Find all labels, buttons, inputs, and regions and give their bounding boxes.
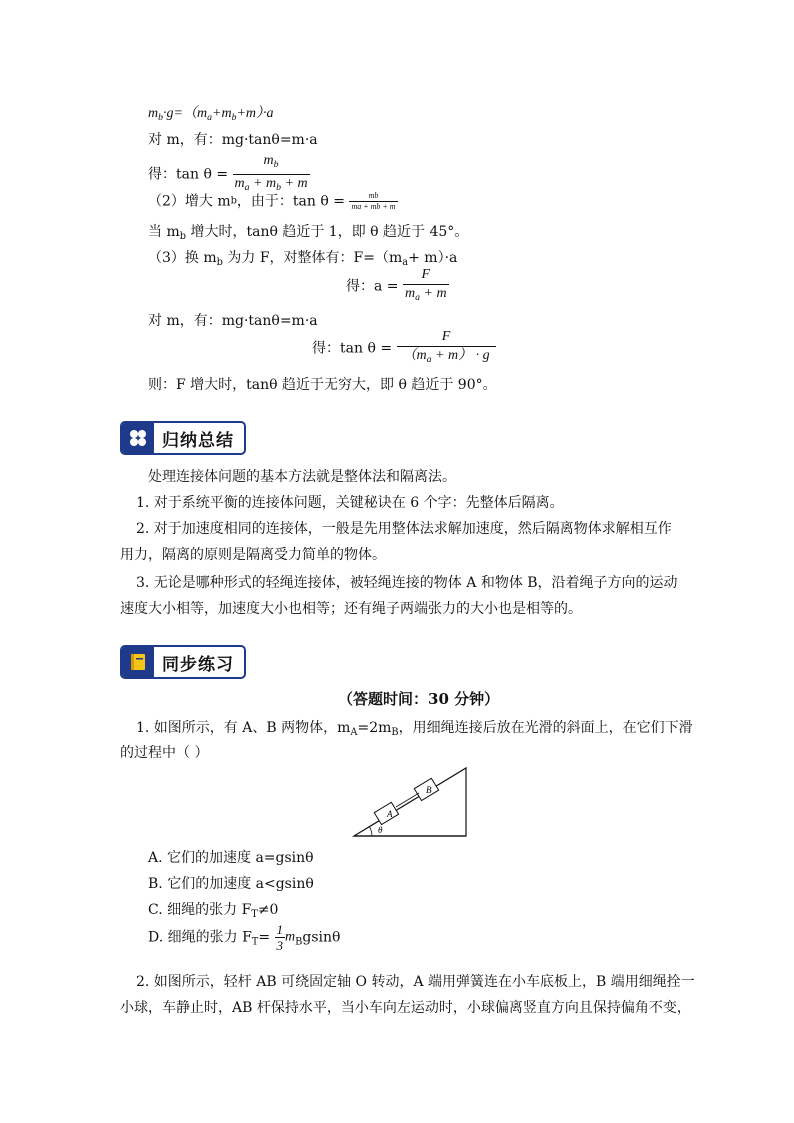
option-d[interactable]: D. 细绳的张力 $F_T=$ $\frac{1}{3}$ $m_Bgsin\theta$: [148, 922, 341, 953]
clover-icon: [122, 423, 154, 453]
label-theta: θ: [378, 825, 383, 835]
eq-m-force-2: 对 m，有：mg·tanθ=m·a: [148, 313, 318, 329]
rope-line: [396, 793, 419, 807]
option-a[interactable]: A. 它们的加速度 a=gsinθ: [148, 850, 314, 866]
practice-title: 同步练习: [162, 654, 234, 675]
angle-arc: [370, 827, 373, 836]
eq-acceleration: 得：a = $\frac{F}{m_a + m}$: [346, 267, 447, 303]
eq-tan-result-1: 得：tan θ = $\frac{m_b}{m_a + m_b + m}$: [148, 153, 308, 193]
question-1-line-1: 1. 如图所示，有 A、B 两物体，$m_A=2m_B$，用细绳连接后放在光滑的斜面上，在它们下滑: [136, 720, 693, 738]
option-b[interactable]: B. 它们的加速度 a<gsinθ: [148, 876, 314, 892]
eq-limit-90: 则：F 增大时，tanθ 趋近于无穷大，即 θ 趋近于 90°。: [148, 377, 497, 393]
eq-limit-45: 当 $m_b$ 增大时，tanθ 趋近于 1，即 θ 趋近于 45°。: [148, 224, 469, 242]
eq-whole-system: $m_b\cdot g=(m_a+m_b+m)\cdot a$: [148, 106, 274, 123]
question-1-line-2: 的过程中（ ）: [120, 745, 209, 761]
eq-m-force: 对 m，有：mg·tanθ=m·a: [148, 132, 318, 148]
eq-increase-mb: （2）增大 mb，由于：tan θ = $\frac{mb}{ma + mb + m}$: [148, 191, 396, 211]
summary-item-2-line-2: 用力，隔离的原则是隔离受力简单的物体。: [120, 547, 386, 563]
answer-time-note: （答题时间：30 分钟）: [338, 690, 500, 708]
book-icon: [122, 647, 154, 677]
question-2-line-2: 小球，车静止时，AB 杆保持水平，当小车向左运动时，小球偏离竖直方向且保持偏角不变，: [120, 1000, 691, 1016]
incline-figure: [350, 762, 472, 842]
option-c[interactable]: C. 细绳的张力 $F_T\ne 0$: [148, 902, 279, 920]
incline-triangle: [354, 768, 466, 836]
label-b: B: [426, 785, 432, 795]
summary-item-3-line-2: 速度大小相等，加速度大小也相等；还有绳子两端张力的大小也是相等的。: [120, 601, 582, 617]
summary-badge: [120, 421, 246, 455]
question-2-line-1: 2. 如图所示，轻杆 AB 可绕固定轴 O 转动，A 端用弹簧连在小车底板上，B 端用细绳拴一: [136, 974, 695, 990]
summary-intro: 处理连接体问题的基本方法就是整体法和隔离法。: [148, 469, 456, 485]
summary-item-3-line-1: 3. 无论是哪种形式的轻绳连接体，被轻绳连接的物体 A 和物体 B，沿着绳子方向的运动: [136, 575, 678, 591]
summary-title: 归纳总结: [162, 430, 234, 451]
eq-tan-result-2: 得：tan θ = $\frac{F}{(m_a + m) \cdot g}$: [312, 328, 496, 369]
eq-replace-force: （3）换 $m_b$ 为力 F，对整体有：$F=(m_a+ m)\cdot a$: [148, 250, 458, 268]
practice-badge: [120, 645, 246, 679]
summary-item-2-line-1: 2. 对于加速度相同的连接体，一般是先用整体法求解加速度，然后隔离物体求解相互作: [136, 521, 672, 537]
summary-item-1: 1. 对于系统平衡的连接体问题，关键秘诀在 6 个字：先整体后隔离。: [136, 495, 564, 511]
label-a: A: [387, 809, 393, 819]
